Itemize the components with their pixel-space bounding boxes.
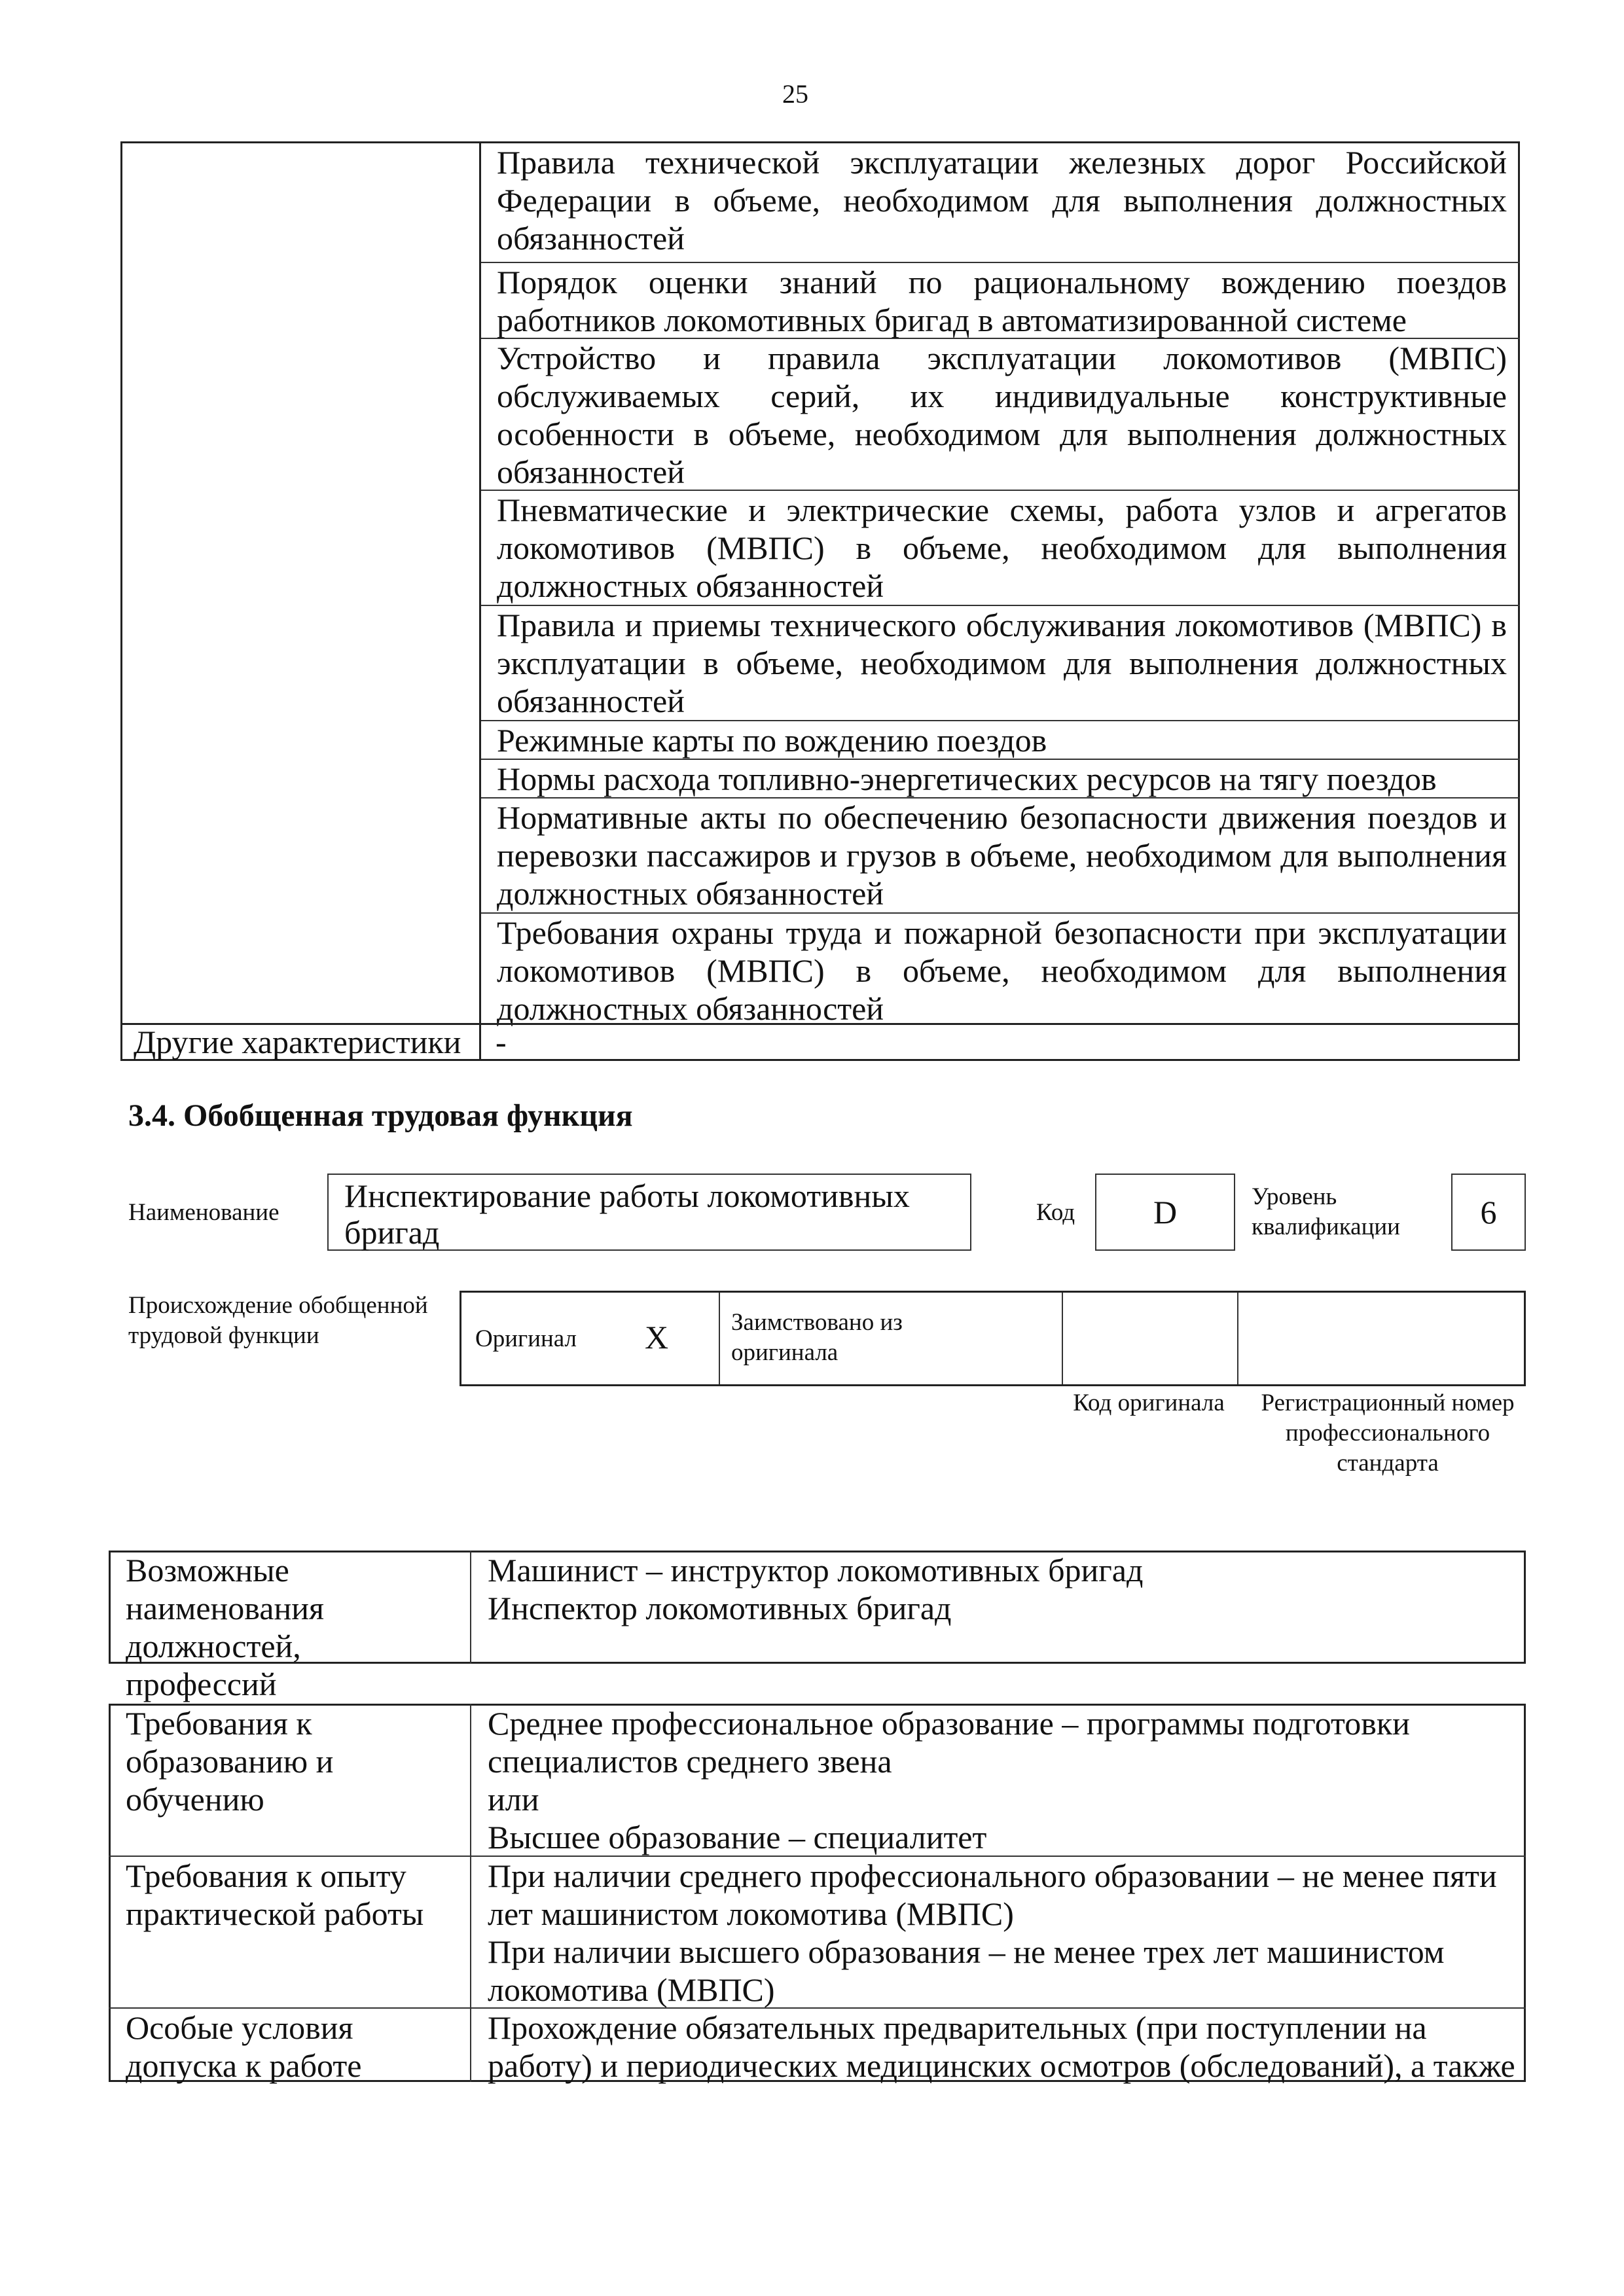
name-label: Наименование xyxy=(128,1199,280,1226)
table-divider xyxy=(470,1551,471,1664)
requirement-label: Требования к образованию и обучению xyxy=(126,1705,334,1818)
caption-code-original: Код оригинала xyxy=(1073,1390,1225,1416)
qualification-level-label: Уровень квалификации xyxy=(1252,1183,1400,1240)
requirement-value: Среднее профессиональное образование – программы подготовки специалистов среднего звена или Высшее образование – специалитет xyxy=(488,1705,1410,1856)
positions-values xyxy=(488,1551,1143,1627)
caption-registration-number: Регистрационный номер профессионального стандарта xyxy=(1261,1390,1515,1477)
requirement-value: Прохождение обязательных предварительных (при поступлении на работу) и периодических медицинских осмотров (обследований), а также xyxy=(488,2009,1515,2084)
knowledge-item: Устройство и правила эксплуатации локомотивов (МВПС) обслуживаемых серий, их индивидуальные конструктивные особенности в объеме, необходимом для выполнения должностных обязанностей xyxy=(481,339,1520,491)
knowledge-item: Нормативные акты по обеспечению безопасности движения поездов и перевозки пассажиров и грузов в объеме, необходимом для выполнения должностных обязанностей xyxy=(481,798,1520,914)
name-value: Инспектирование работы локомотивных бригад xyxy=(327,1174,971,1251)
positions-label: Возможные наименования должностей, профессий xyxy=(126,1552,324,1702)
position-item: Машинист – инструктор локомотивных бригад xyxy=(488,1552,1144,1588)
origin-original-mark: X xyxy=(645,1319,669,1355)
origin-label: Происхождение обобщенной трудовой функции xyxy=(128,1292,428,1349)
knowledge-item: Правила и приемы технического обслуживания локомотивов (МВПС) в эксплуатации в объеме, необходимом для выполнения должностных обязанностей xyxy=(481,606,1520,721)
knowledge-item: Правила технической эксплуатации железных дорог Российской Федерации в объеме, необходимом для выполнения должностных обязанностей xyxy=(481,143,1520,263)
origin-divider xyxy=(1062,1293,1063,1384)
requirement-label: Требования к опыту практической работы xyxy=(126,1857,424,1932)
section-heading: 3.4. Обобщенная трудовая функция xyxy=(128,1098,633,1133)
origin-divider xyxy=(719,1293,720,1384)
knowledge-item: Нормы расхода топливно-энергетических ресурсов на тягу поездов xyxy=(481,760,1520,798)
qualification-level-value: 6 xyxy=(1451,1174,1526,1251)
requirement-label: Особые условия допуска к работе xyxy=(126,2009,362,2084)
code-value: D xyxy=(1095,1174,1235,1251)
code-label: Код xyxy=(1036,1199,1075,1226)
origin-divider xyxy=(1237,1293,1238,1384)
origin-original-label: Оригинал xyxy=(475,1325,577,1352)
position-item: Инспектор локомотивных бригад xyxy=(488,1590,952,1626)
other-characteristics-label: Другие характеристики xyxy=(134,1024,461,1060)
knowledge-item: Порядок оценки знаний по рациональному вождению поездов работников локомотивных бригад в автоматизированной системе xyxy=(481,263,1520,339)
knowledge-item: Режимные карты по вождению поездов xyxy=(481,721,1520,760)
page-number: 25 xyxy=(782,79,808,109)
knowledge-item: Пневматические и электрические схемы, работа узлов и агрегатов локомотивов (МВПС) в объеме, необходимом для выполнения должностных обязанностей xyxy=(481,491,1520,606)
table-divider xyxy=(470,1704,471,2082)
knowledge-item: Требования охраны труда и пожарной безопасности при эксплуатации локомотивов (МВПС) в объеме, необходимом для выполнения должностных обязанностей xyxy=(497,914,1507,1027)
origin-borrowed-label: Заимствовано из оригинала xyxy=(731,1309,903,1366)
requirement-value: При наличии среднего профессионального образовании – не менее пяти лет машинистом локомотива (МВПС) При наличии высшего образования – не менее трех лет машинистом локомотива (МВПС) xyxy=(488,1857,1497,2008)
other-characteristics-value: - xyxy=(496,1024,507,1060)
origin-table xyxy=(460,1291,1526,1386)
